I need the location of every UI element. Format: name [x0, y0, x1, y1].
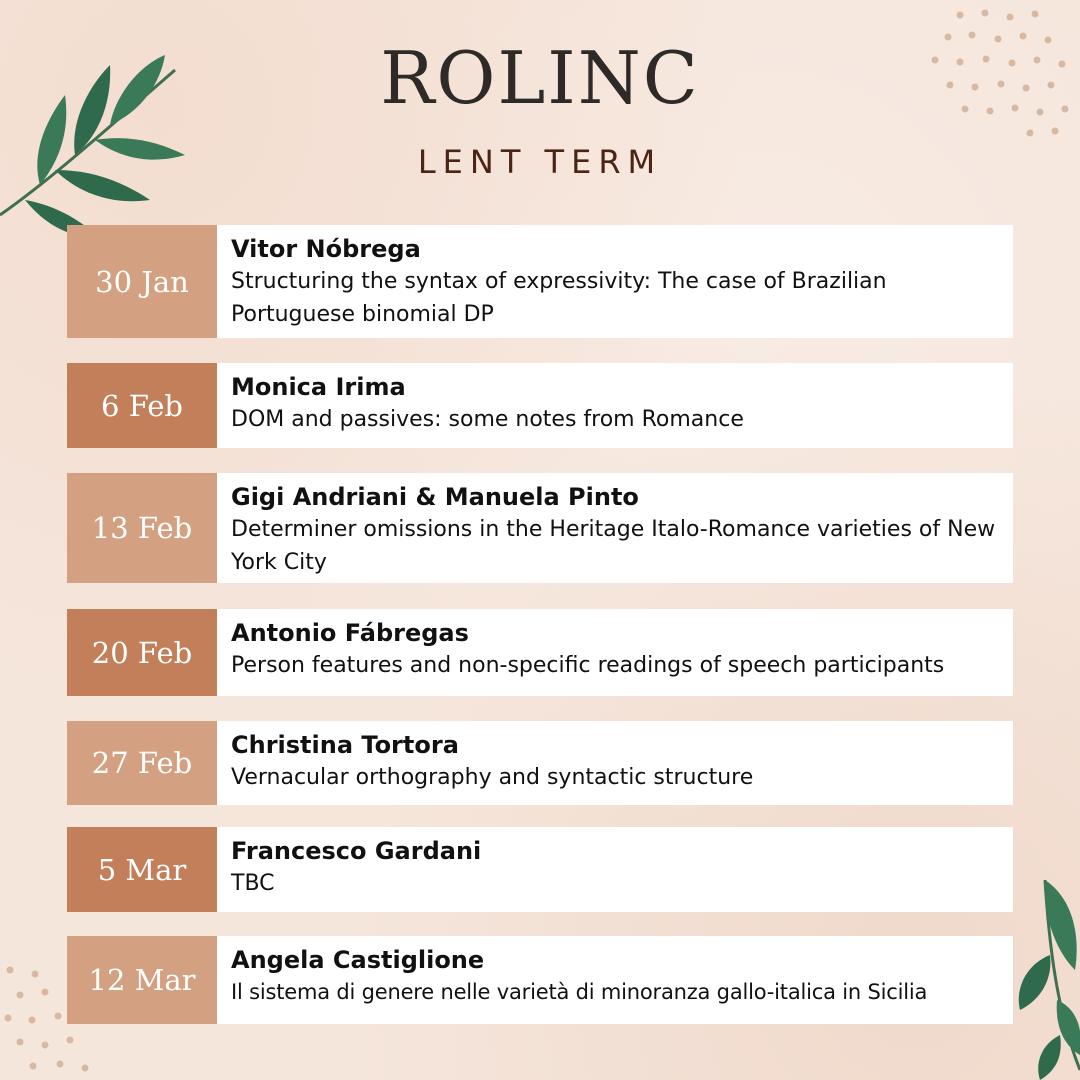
date-label: 27 Feb — [67, 721, 217, 805]
date-label: 6 Feb — [67, 363, 217, 448]
talk-title: Il sistema di genere nelle varietà di minoranza gallo-italica in Sicilia — [231, 980, 928, 1004]
talk-info — [217, 827, 1013, 912]
talk-title: DOM and passives: some notes from Romance — [231, 407, 744, 432]
page-title: ROLINC — [380, 36, 700, 120]
schedule-row — [67, 609, 1013, 696]
schedule-row — [67, 936, 1013, 1024]
talk-title: Determiner omissions in the Heritage Italo-Romance varieties of New York City — [231, 517, 996, 575]
schedule-row — [67, 225, 1013, 338]
schedule-row — [67, 721, 1013, 805]
talk-title: TBC — [231, 871, 275, 896]
speaker-name: Christina Tortora — [231, 731, 459, 759]
schedule-row — [67, 827, 1013, 912]
schedule-row — [67, 363, 1013, 448]
talk-info — [217, 225, 1013, 338]
date-label: 12 Mar — [67, 936, 217, 1024]
speaker-name: Vitor Nóbrega — [231, 235, 421, 263]
talk-info — [217, 609, 1013, 696]
speaker-name: Antonio Fábregas — [231, 619, 469, 647]
talk-info — [217, 721, 1013, 805]
talk-info — [217, 936, 1013, 1024]
talk-info — [217, 363, 1013, 448]
date-label: 13 Feb — [67, 473, 217, 583]
date-label: 30 Jan — [67, 225, 217, 338]
talk-title: Vernacular orthography and syntactic structure — [231, 765, 754, 790]
date-label: 20 Feb — [67, 609, 217, 696]
schedule-row — [67, 473, 1013, 583]
page-subtitle: LENT TERM — [417, 143, 663, 181]
speaker-name: Monica Irima — [231, 373, 406, 401]
speaker-name: Francesco Gardani — [231, 837, 482, 865]
talk-title: Structuring the syntax of expressivity: The case of Brazilian Portuguese binomial DP — [231, 269, 887, 327]
speaker-name: Gigi Andriani & Manuela Pinto — [231, 483, 639, 511]
date-label: 5 Mar — [67, 827, 217, 912]
speaker-name: Angela Castiglione — [231, 946, 485, 974]
leaf-branch-icon — [1005, 870, 1080, 1080]
talk-title: Person features and non-specific readings of speech participants — [231, 653, 945, 678]
talk-info — [217, 473, 1013, 583]
